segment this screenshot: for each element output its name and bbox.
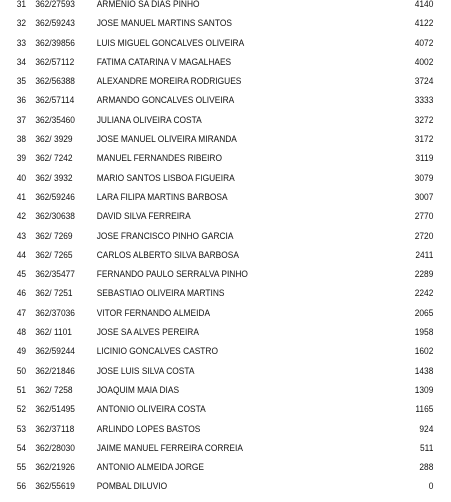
member-id: 362/55619 [35,481,75,492]
row-number: 55 [16,462,27,473]
member-id: 362/ 7258 [35,384,73,395]
member-id: 362/ 7265 [35,249,73,260]
member-name: JAIME MANUEL FERREIRA CORREIA [96,442,243,453]
score-value: 4002 [414,56,434,67]
member-id: 362/35460 [35,114,75,125]
score-value: 3333 [414,95,434,106]
member-name: FATIMA CATARINA V MAGALHAES [96,56,232,67]
member-name: JOAQUIM MAIA DIAS [96,384,180,395]
row-number: 36 [16,95,27,106]
member-id: 362/51495 [35,404,75,415]
row-number: 31 [16,0,27,9]
row-number: 35 [16,76,27,87]
member-name: LUIS MIGUEL GONCALVES OLIVEIRA [96,37,245,48]
table-row [0,114,434,135]
score-value: 4140 [414,0,434,9]
row-number: 47 [16,307,27,318]
member-name: VITOR FERNANDO ALMEIDA [96,307,211,318]
member-name: MANUEL FERNANDES RIBEIRO [96,153,222,164]
table-row [0,211,434,231]
member-name: LARA FILIPA MARTINS BARBOSA [96,191,228,202]
member-id: 362/28030 [35,442,75,453]
score-value: 1958 [414,327,434,338]
member-name: DAVID SILVA FERREIRA [96,211,191,222]
member-name: JOSE SA ALVES PEREIRA [96,327,199,338]
member-id: 362/59244 [35,346,75,357]
member-name: ANTONIO ALMEIDA JORGE [96,462,205,473]
table-row [0,462,434,482]
table-row [0,307,434,328]
table-row [0,327,434,347]
score-value: 3172 [414,134,434,145]
score-value: 3079 [414,172,434,183]
row-number: 38 [16,134,27,145]
member-name: ARMANDO GONCALVES OLIVEIRA [96,95,235,106]
table-row [0,153,434,173]
table-row [0,134,434,154]
score-value: 3119 [415,153,434,164]
row-number: 51 [16,384,27,395]
score-value: 2770 [414,211,434,222]
member-id: 362/ 7242 [35,153,73,164]
row-number: 44 [16,249,27,260]
table-row [0,95,434,115]
member-id: 362/ 3932 [35,172,73,183]
table-row [0,191,434,212]
table-row [0,172,434,193]
table-row [0,423,434,444]
member-id: 362/37118 [35,423,75,434]
row-number: 54 [16,442,27,453]
member-id: 362/59243 [35,18,75,29]
member-id: 362/57112 [35,56,75,67]
score-value: 4122 [414,18,434,29]
member-name: JOSE LUIS SILVA COSTA [96,365,195,376]
member-id: 362/21846 [35,365,75,376]
row-number: 33 [16,37,27,48]
score-value: 2720 [414,230,434,241]
row-number: 45 [16,269,27,280]
member-id: 362/21926 [35,462,75,473]
table-row [0,56,434,77]
row-number: 50 [16,365,27,376]
member-id: 362/ 7269 [35,230,73,241]
member-id: 362/35477 [35,269,75,280]
table-row [0,37,434,58]
member-name: ALEXANDRE MOREIRA RODRIGUES [96,76,242,87]
member-name: CARLOS ALBERTO SILVA BARBOSA [96,249,239,260]
member-name: JOSE MANUEL OLIVEIRA MIRANDA [96,134,237,145]
score-value: 4072 [414,37,434,48]
table-row [0,346,434,366]
score-value: 924 [419,423,434,434]
table-row [0,249,434,270]
row-number: 49 [16,346,27,357]
score-value: 1438 [414,365,434,376]
row-number: 32 [16,18,27,29]
row-number: 56 [16,481,27,492]
row-number: 42 [16,211,27,222]
score-value: 511 [420,442,434,453]
member-id: 362/30638 [35,211,75,222]
member-id: 362/ 1101 [35,327,72,338]
table-row [0,0,434,19]
table-row [0,76,434,96]
member-id: 362/37036 [35,307,75,318]
row-number: 52 [16,404,27,415]
member-id: 362/39856 [35,37,75,48]
row-number: 41 [16,191,27,202]
member-name: SEBASTIAO OLIVEIRA MARTINS [96,288,225,299]
member-name: FERNANDO PAULO SERRALVA PINHO [96,269,248,280]
member-name: JOSE MANUEL MARTINS SANTOS [96,18,232,29]
table-row [0,230,434,251]
score-value: 1602 [414,346,434,357]
row-number: 39 [16,153,27,164]
member-name: LICINIO GONCALVES CASTRO [96,346,218,357]
score-value: 0 [428,481,434,492]
member-id: 362/59246 [35,191,75,202]
score-value: 1165 [415,404,434,415]
row-number: 40 [16,172,27,183]
table-row [0,481,434,501]
score-value: 3007 [414,191,434,202]
score-value: 1309 [414,384,434,395]
score-value: 2242 [414,288,434,299]
score-value: 2289 [414,269,434,280]
table-row [0,269,434,289]
table-row [0,365,434,386]
table-row [0,442,434,463]
member-id: 362/56388 [35,76,75,87]
row-number: 34 [16,56,27,67]
member-name: ANTONIO OLIVEIRA COSTA [96,404,206,415]
row-number: 43 [16,230,27,241]
member-id: 362/ 3929 [35,134,73,145]
table-row [0,18,434,38]
score-value: 3272 [414,114,434,125]
score-value: 2411 [415,249,434,260]
member-name: POMBAL DILUVIO [96,481,168,492]
row-number: 48 [16,327,27,338]
table-row [0,404,434,424]
member-name: ARLINDO LOPES BASTOS [96,423,201,434]
member-id: 362/57114 [35,95,75,106]
row-number: 46 [16,288,27,299]
score-value: 3724 [414,76,434,87]
score-value: 2065 [414,307,434,318]
score-value: 288 [419,462,434,473]
row-number: 53 [16,423,27,434]
member-name: JOSE FRANCISCO PINHO GARCIA [96,230,234,241]
table-row [0,384,434,405]
row-number: 37 [16,114,27,125]
member-name: JULIANA OLIVEIRA COSTA [96,114,202,125]
table-row [0,288,434,308]
member-name: MARIO SANTOS LISBOA FIGUEIRA [96,172,235,183]
member-id: 362/27593 [35,0,75,9]
member-id: 362/ 7251 [35,288,73,299]
member-name: ARMENIO SA DIAS PINHO [96,0,200,9]
